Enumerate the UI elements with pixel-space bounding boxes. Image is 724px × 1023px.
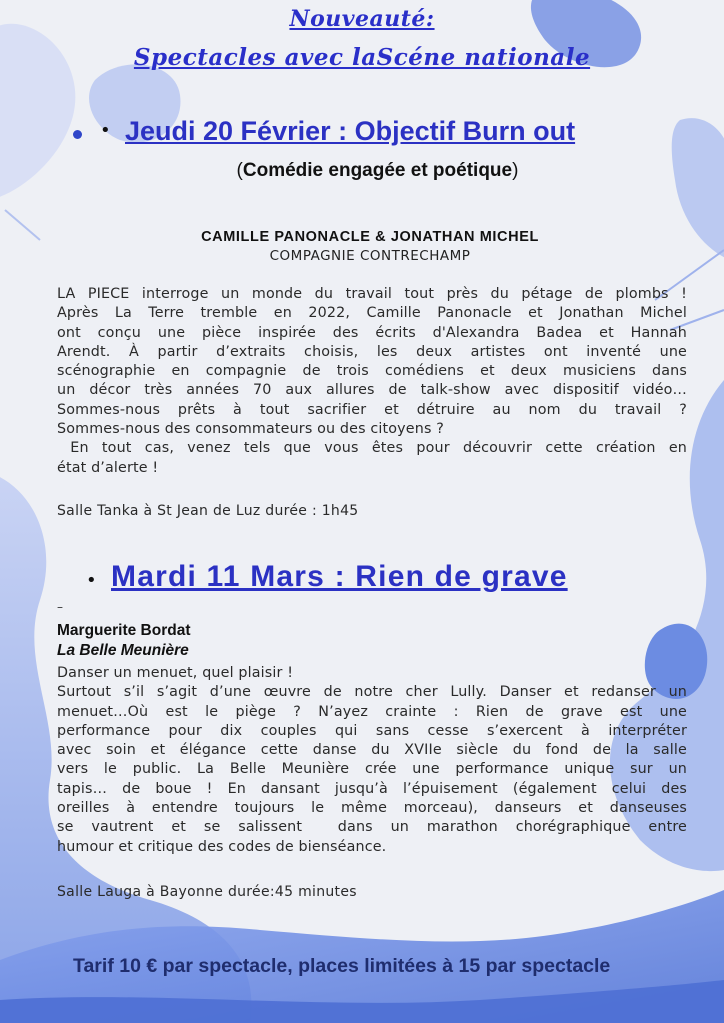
event2-title: Mardi 11 Mars : Rien de grave [111,560,568,593]
event2-line: vers le public. La Belle Meunière crée une performance unique sur un [57,761,687,778]
event1-title: Jeudi 20 Février : Objectif Burn out [125,116,576,146]
event1-line: un décor très années 70 aux allures de talk-show avec dispositif vidéo… [57,382,687,399]
header-line-1: Nouveauté: [289,6,435,32]
event2-line: Danser un menuet, quel plaisir ! [57,665,294,681]
bullet-icon: • [86,570,97,591]
event1-line: Sommes-nous prêts à tout sacrifier et détruire au nom du travail ? [57,401,687,418]
event1-line: scénographie en compagnie de trois comédiens et deux musiciens dans [57,363,687,380]
event2-dash: – [57,600,63,614]
event1-subtitle-text: Comédie engagée et poétique [242,160,513,181]
event2-line: Surtout s’il s’agit d’une œuvre de notre cher Lully. Danser et redanser un [57,684,687,701]
event1-artists: CAMILLE PANONACLE & JONATHAN MICHEL [201,229,539,245]
price-footer: Tarif 10 € par spectacle, places limitées à 15 par spectacle [73,955,611,977]
bullet-icon: • [100,120,111,141]
event1-description [57,285,687,478]
event2-venue: Salle Lauga à Bayonne durée:45 minutes [57,884,357,900]
event2-line: avec soin et élégance cette danse du XVIIe siècle du fond de la salle [57,742,687,759]
header-line-2: Spectacles avec laScéne nationale [133,44,591,71]
event2-line: menuet…Où est le piège ? N’ayez crainte : Rien de grave est une [57,703,687,720]
decorative-dot-icon [73,130,82,139]
event1-line: ont conçu une pièce inspirée des écrits d'Alexandra Badea et Hannah [57,324,687,341]
event1-line: En tout cas, venez tels que vous êtes pour découvrir cette création en [57,440,687,457]
event2-line: tapis… de boue ! En dansant jusqu’à l’épuisement (également celui des [57,780,687,797]
event2-work-title: La Belle Meunière [57,642,189,659]
event1-line: LA PIECE interroge un monde du travail tout près du pétage de plombs ! [57,286,687,302]
event1-subtitle: (Comédie engagée et poétique) [236,160,519,181]
event1-company: COMPAGNIE CONTRECHAMP [269,248,471,264]
event2-line: se vautrent et se salissent dans un marathon chorégraphique entre [57,819,687,836]
event2-description [57,664,687,857]
event2-line: oreilles à entendre toujours le même morceau), danseurs et danseuses [57,800,687,817]
event1-line: Arendt. À partir d’extraits choisis, les deux artistes ont inventé une [57,343,687,360]
event1-venue: Salle Tanka à St Jean de Luz durée : 1h45 [57,503,359,519]
event2-line: performance pour dix couples qui sans cesse s’exercent à interpréter [57,722,687,739]
event2-line: humour et critique des codes de bienséance. [57,838,387,855]
event1-line: Après La Terre tremble en 2022, Camille Panonacle et Jonathan Michel [57,305,687,322]
event1-line: Sommes-nous des consommateurs ou des citoyens ? [57,421,444,438]
event1-line: état d’alerte ! [57,459,159,476]
event2-artist: Marguerite Bordat [57,622,191,639]
